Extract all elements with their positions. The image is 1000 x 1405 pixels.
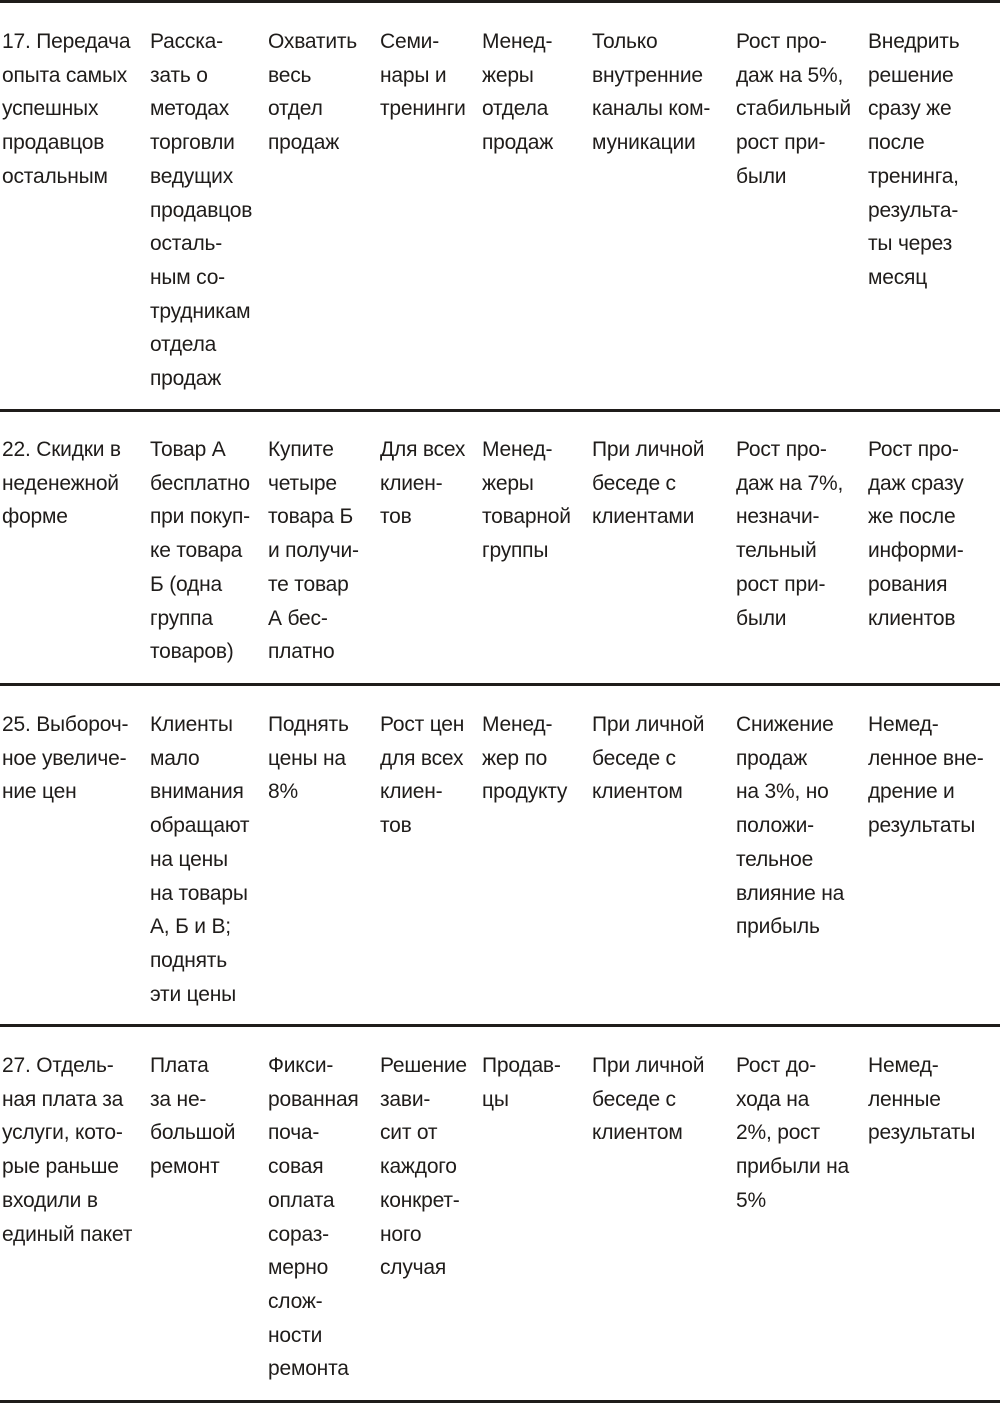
row-scope-cell: Рост цен для всех клиен- тов [380,713,465,838]
row-timing-cell: Немед- ленные результаты [868,1054,976,1145]
row-responsible-cell: Менед- жеры отдела продаж [482,30,554,155]
row-description-cell: Плата за не- большой ремонт [150,1054,236,1179]
row-result-cell: Рост до- хода на 2%, рост прибыли на 5% [736,1054,849,1212]
row-channel-cell: При личной беседе с клиентами [592,438,705,529]
row-scope-cell: Семи- нары и тренинги [380,30,466,121]
row-result-cell: Снижение продаж на 3%, но положи- тельное влияние на прибыль [736,713,845,939]
row-result-cell: Рост про- даж на 5%, стабильный рост при- были [736,30,851,188]
row-channel-cell: При личной беседе с клиентом [592,1054,705,1145]
row-responsible-cell: Менед- жеры товарной группы [482,438,571,563]
row-description-cell: Клиенты мало внимания обращают на цены на товары А, Б и В; поднять эти цены [150,713,250,1006]
row-scope-cell: Для всех клиен- тов [380,438,466,529]
row-result-cell: Рост про- даж на 7%, незначи- тельный рост при- были [736,438,844,630]
row-timing-cell: Внедрить решение сразу же после тренинга, результа- ты через месяц [868,30,960,289]
row-timing-cell: Немед- ленное вне- дрение и результаты [868,713,984,838]
row-measure-cell: 22. Скидки в неденежной форме [2,438,121,529]
row-timing-cell: Рост про- даж сразу же после информи- рования клиентов [868,438,964,630]
row-responsible-cell: Менед- жер по продукту [482,713,568,804]
row-description-cell: Расска- зать о методах торговли ведущих продавцов осталь- ным со- трудникам отдела продаж [150,30,253,391]
row-action-cell: Купите четыре товара Б и получи- те товар А бес- платно [268,438,359,664]
row-measure-cell: 17. Передача опыта самых успешных продавцов остальным [2,30,131,188]
row-divider [0,1024,1000,1027]
row-measure-cell: 27. Отдель- ная плата за услуги, кото- рые раньше входили в единый пакет [2,1054,133,1246]
row-action-cell: Поднять цены на 8% [268,713,349,804]
row-channel-cell: Только внутренние каналы ком- муникации [592,30,711,155]
row-divider [0,683,1000,686]
row-responsible-cell: Продав- цы [482,1054,561,1111]
row-action-cell: Охватить весь отдел продаж [268,30,358,155]
table-top-rule [0,0,1000,3]
row-channel-cell: При личной беседе с клиентом [592,713,705,804]
table-bottom-rule [0,1400,1000,1403]
row-description-cell: Товар А бесплатно при покуп- ке товара Б (одна группа товаров) [150,438,250,664]
row-scope-cell: Решение зави- сит от каждого конкрет- ного случая [380,1054,467,1280]
row-action-cell: Фикси- рованная поча- совая оплата сораз- мерно слож- ности ремонта [268,1054,359,1381]
row-divider [0,409,1000,412]
row-measure-cell: 25. Выбороч- ное увеличе- ние цен [2,713,129,804]
